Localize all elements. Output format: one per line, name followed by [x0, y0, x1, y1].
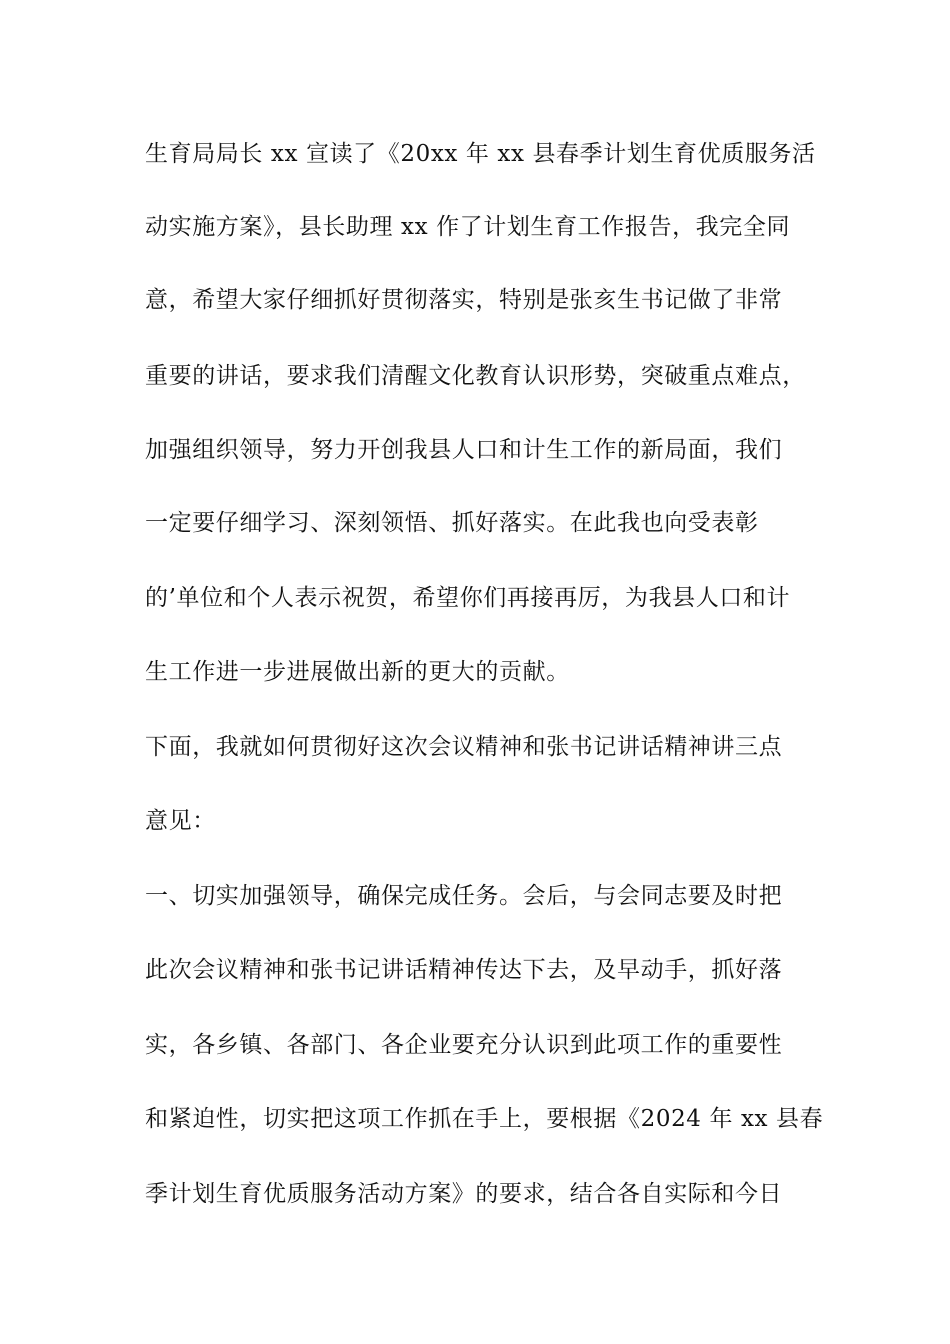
text-line: 一、切实加强领导，确保完成任务。会后，与会同志要及时把 — [145, 883, 783, 909]
text-line: 此次会议精神和张书记讲话精神传达下去，及早动手，抓好落 — [145, 957, 783, 983]
text-line: 动实施方案》，县长助理 xx 作了计划生育工作报告，我完全同 — [145, 214, 791, 240]
text-line: 一定要仔细学习、深刻领悟、抓好落实。在此我也向受表彰 — [145, 510, 759, 536]
text-line: 意见： — [145, 808, 216, 834]
text-line: 的’单位和个人表示祝贺，希望你们再接再厉，为我县人口和计 — [145, 585, 791, 611]
text-line: 生工作进一步进展做出新的更大的贡献。 — [145, 659, 570, 685]
text-line: 季计划生育优质服务活动方案》的要求，结合各自实际和今日 — [145, 1181, 783, 1207]
text-line: 和紧迫性，切实把这项工作抓在手上，要根据《2024 年 xx 县春 — [145, 1106, 824, 1132]
text-line: 实，各乡镇、各部门、各企业要充分认识到此项工作的重要性 — [145, 1032, 783, 1058]
text-line: 下面，我就如何贯彻好这次会议精神和张书记讲话精神讲三点 — [145, 734, 783, 760]
text-line: 生育局局长 xx 宣读了《20xx 年 xx 县春季计划生育优质服务活 — [145, 141, 816, 167]
text-line: 意，希望大家仔细抓好贯彻落实，特别是张亥生书记做了非常 — [145, 287, 783, 313]
text-line: 重要的讲话，要求我们清醒文化教育认识形势，突破重点难点， — [145, 363, 806, 389]
text-line: 加强组织领导，努力开创我县人口和计生工作的新局面，我们 — [145, 437, 783, 463]
